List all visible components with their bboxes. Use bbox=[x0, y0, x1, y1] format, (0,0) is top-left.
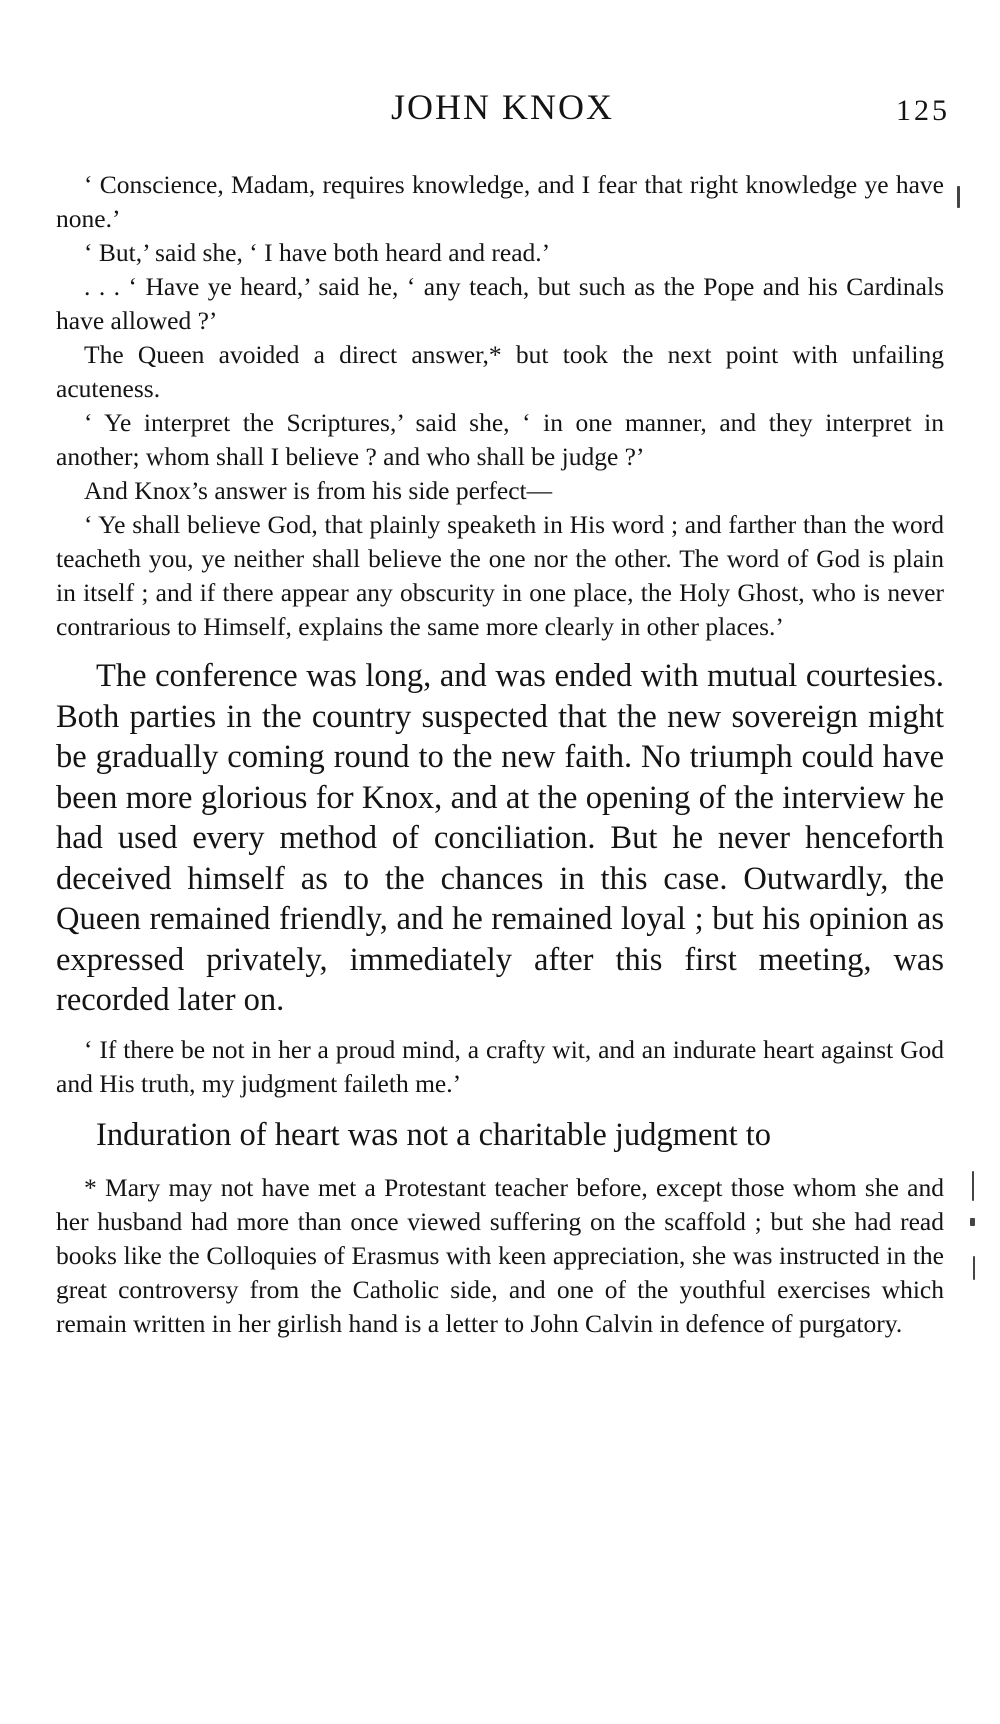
scan-speck bbox=[973, 1256, 975, 1280]
scan-speck bbox=[970, 1218, 975, 1226]
running-head bbox=[55, 82, 950, 132]
footnote-block bbox=[56, 1171, 944, 1341]
narrative-paragraph: The conference was long, and was ended with mutual courtesies. Both parties in the country suspected that the new sovereign might be gradually coming round to the new faith. No triumph could have been more glorious for Knox, and at the opening of the interview he had used every method of conciliation. But he never henceforth deceived himself as to the chances in this case. Outwardly, the Queen remained friendly, and he remained loyal ; but his opinion as expressed privately, immediately after this first meeting, was recorded later on. bbox=[56, 658, 944, 1018]
page-number: 125 bbox=[896, 94, 950, 127]
continuation-line: Induration of heart was not a charitable judgment to bbox=[96, 1116, 772, 1153]
dialogue-paragraph: . . . ‘ Have ye heard,’ said he, ‘ any teach, but such as the Pope and his Cardinals have allowed ?’ bbox=[56, 272, 944, 335]
dialogue-paragraph: ‘ But,’ said she, ‘ I have both heard and read.’ bbox=[84, 238, 551, 267]
dialogue-paragraph: ‘ Ye interpret the Scriptures,’ said she, ‘ in one manner, and they interpret in another; whom shall I believe ? and who shall be judge ?’ bbox=[56, 408, 944, 471]
knox-quote: ‘ If there be not in her a proud mind, a crafty wit, and an indurate heart against God and His truth, my judgment faileth me.’ bbox=[56, 1034, 944, 1098]
scan-speck bbox=[972, 1171, 974, 1201]
footnote: * Mary may not have met a Protestant teacher before, except those whom she and her husband had more than once viewed suffering on the scaffold ; but she had read books like the Colloquies of Erasmus with keen appreciation, she was instructed in the great controversy from the Catholic side, and one of the youthful exercises which remain written in her girlish hand is a letter to John Calvin in defence of purgatory. bbox=[56, 1173, 944, 1338]
dialogue-paragraph: And Knox’s answer is from his side perfect— bbox=[84, 476, 553, 505]
page-body bbox=[56, 168, 944, 1341]
scan-speck bbox=[957, 186, 960, 208]
dialogue-paragraph: ‘ Ye shall believe God, that plainly speaketh in His word ; and farther than the word teacheth you, ye neither shall believe the one nor the other. The word of God is plain in itself ; and if there appear any obscurity in one place, the Holy Ghost, who is never contrarious to Himself, explains the same more clearly in other places.’ bbox=[56, 510, 944, 641]
dialogue-paragraph: The Queen avoided a direct answer,* but took the next point with unfailing acuteness. bbox=[56, 340, 944, 403]
running-title: JOHN KNOX bbox=[391, 87, 614, 127]
dialogue-paragraph: ‘ Conscience, Madam, requires knowledge, and I fear that right knowledge ye have none.’ bbox=[56, 170, 944, 233]
